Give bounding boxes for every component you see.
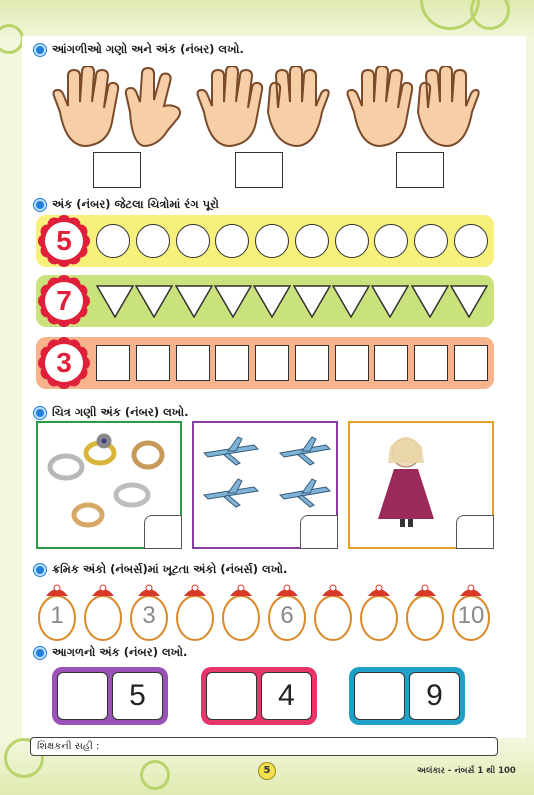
sequence-balloon[interactable] — [82, 584, 124, 642]
previous-answer-cell[interactable] — [354, 672, 405, 720]
hand-icon — [346, 66, 480, 150]
circle-shape[interactable] — [96, 224, 130, 258]
bullet-icon — [34, 647, 46, 659]
number-badge — [38, 337, 90, 389]
previous-answer-cell[interactable] — [206, 672, 257, 720]
circle-shape[interactable] — [454, 224, 488, 258]
hands-group-1 — [52, 66, 192, 154]
colour-row-2 — [36, 275, 494, 327]
shape-row — [96, 221, 488, 261]
triangle-shape[interactable] — [450, 284, 488, 318]
badge-number: 7 — [56, 285, 72, 316]
square-shape[interactable] — [255, 345, 289, 381]
badge-number: 3 — [56, 347, 72, 378]
square-shape[interactable] — [414, 345, 448, 381]
previous-pair-3 — [349, 667, 465, 725]
square-shape[interactable] — [96, 345, 130, 381]
given-number: 5 — [112, 672, 163, 720]
sequence-balloon — [128, 584, 170, 642]
fingers-answer-box-2[interactable] — [235, 152, 283, 188]
square-shape[interactable] — [454, 345, 488, 381]
colour-row-1 — [36, 215, 494, 267]
decor-circle-top-left — [0, 24, 24, 54]
section-sequence-text: ક્રમિક અંકો (નંબર્સ)માં ખૂટતા અંકો (નંબર્સ) લખો. — [52, 562, 288, 576]
triangle-shape[interactable] — [135, 284, 173, 318]
square-shape[interactable] — [374, 345, 408, 381]
number-badge — [38, 275, 90, 327]
shape-row — [96, 281, 488, 321]
square-shape[interactable] — [176, 345, 210, 381]
hand-icon — [52, 66, 192, 150]
section-fingers-text: આંગળીઓ ગણો અને અંક (નંબર) લખો. — [52, 42, 244, 56]
sequence-number: 3 — [142, 602, 156, 629]
section-colouring-title — [34, 197, 219, 212]
sequence-balloon[interactable] — [312, 584, 354, 642]
fingers-answer-box-1[interactable] — [93, 152, 141, 188]
sequence-number: 10 — [457, 602, 485, 629]
aeroplanes-picture-card — [192, 421, 338, 549]
teacher-signature-field[interactable] — [30, 737, 498, 756]
rings-picture-card — [36, 421, 182, 549]
triangle-shape[interactable] — [253, 284, 291, 318]
sequence-balloon — [450, 584, 492, 642]
triangle-shape[interactable] — [175, 284, 213, 318]
hands-group-3 — [346, 66, 480, 154]
bullet-icon — [34, 44, 46, 56]
circle-shape[interactable] — [136, 224, 170, 258]
previous-answer-cell[interactable] — [57, 672, 108, 720]
triangle-shape[interactable] — [293, 284, 331, 318]
triangle-shape[interactable] — [332, 284, 370, 318]
book-title: અલંકાર - નંબર્સ 1 થી 100 — [417, 766, 516, 776]
rings-answer-box[interactable] — [144, 515, 182, 549]
triangle-shape[interactable] — [411, 284, 449, 318]
triangle-shape[interactable] — [96, 284, 134, 318]
section-picture-count-title — [34, 405, 189, 420]
aeroplanes-answer-box[interactable] — [300, 515, 338, 549]
previous-pair-2 — [201, 667, 317, 725]
given-number: 9 — [409, 672, 460, 720]
page-number: 5 — [258, 762, 276, 780]
badge-number: 5 — [56, 225, 72, 256]
section-fingers-title — [34, 42, 244, 57]
sequence-balloon — [266, 584, 308, 642]
shape-row — [96, 343, 488, 383]
triangle-shape[interactable] — [371, 284, 409, 318]
section-sequence-title — [34, 562, 287, 577]
bullet-icon — [34, 199, 46, 211]
sequence-number: 6 — [280, 602, 294, 629]
hands-group-2 — [196, 66, 330, 154]
square-shape[interactable] — [335, 345, 369, 381]
signature-label: શિક્ષકની સહી : — [37, 741, 100, 752]
section-picture-count-text: ચિત્ર ગણી અંક (નંબર) લખો. — [52, 405, 189, 419]
sequence-balloon[interactable] — [358, 584, 400, 642]
circle-shape[interactable] — [414, 224, 448, 258]
hand-icon — [196, 66, 330, 150]
decor-circle-top-right-2 — [470, 0, 510, 30]
section-previous-text: આગળનો અંક (નંબર) લખો. — [52, 645, 188, 659]
sequence-balloon[interactable] — [404, 584, 446, 642]
doll-answer-box[interactable] — [456, 515, 494, 549]
section-previous-title — [34, 645, 187, 660]
bullet-icon — [34, 407, 46, 419]
number-badge — [38, 215, 90, 267]
colour-row-3 — [36, 337, 494, 389]
previous-pair-1 — [52, 667, 168, 725]
circle-shape[interactable] — [295, 224, 329, 258]
bullet-icon — [34, 564, 46, 576]
square-shape[interactable] — [136, 345, 170, 381]
decor-circle-bottom-mid — [140, 760, 170, 790]
circle-shape[interactable] — [215, 224, 249, 258]
sequence-balloon — [36, 584, 78, 642]
circle-shape[interactable] — [374, 224, 408, 258]
given-number: 4 — [261, 672, 312, 720]
circle-shape[interactable] — [255, 224, 289, 258]
circle-shape[interactable] — [176, 224, 210, 258]
sequence-balloon[interactable] — [174, 584, 216, 642]
sequence-number: 1 — [50, 602, 64, 629]
section-colouring-text: અંક (નંબર) જેટલા ચિત્રોમાં રંગ પૂરો — [52, 197, 219, 211]
sequence-balloon[interactable] — [220, 584, 262, 642]
square-shape[interactable] — [295, 345, 329, 381]
doll-picture-card — [348, 421, 494, 549]
triangle-shape[interactable] — [214, 284, 252, 318]
circle-shape[interactable] — [335, 224, 369, 258]
square-shape[interactable] — [215, 345, 249, 381]
fingers-answer-box-3[interactable] — [396, 152, 444, 188]
